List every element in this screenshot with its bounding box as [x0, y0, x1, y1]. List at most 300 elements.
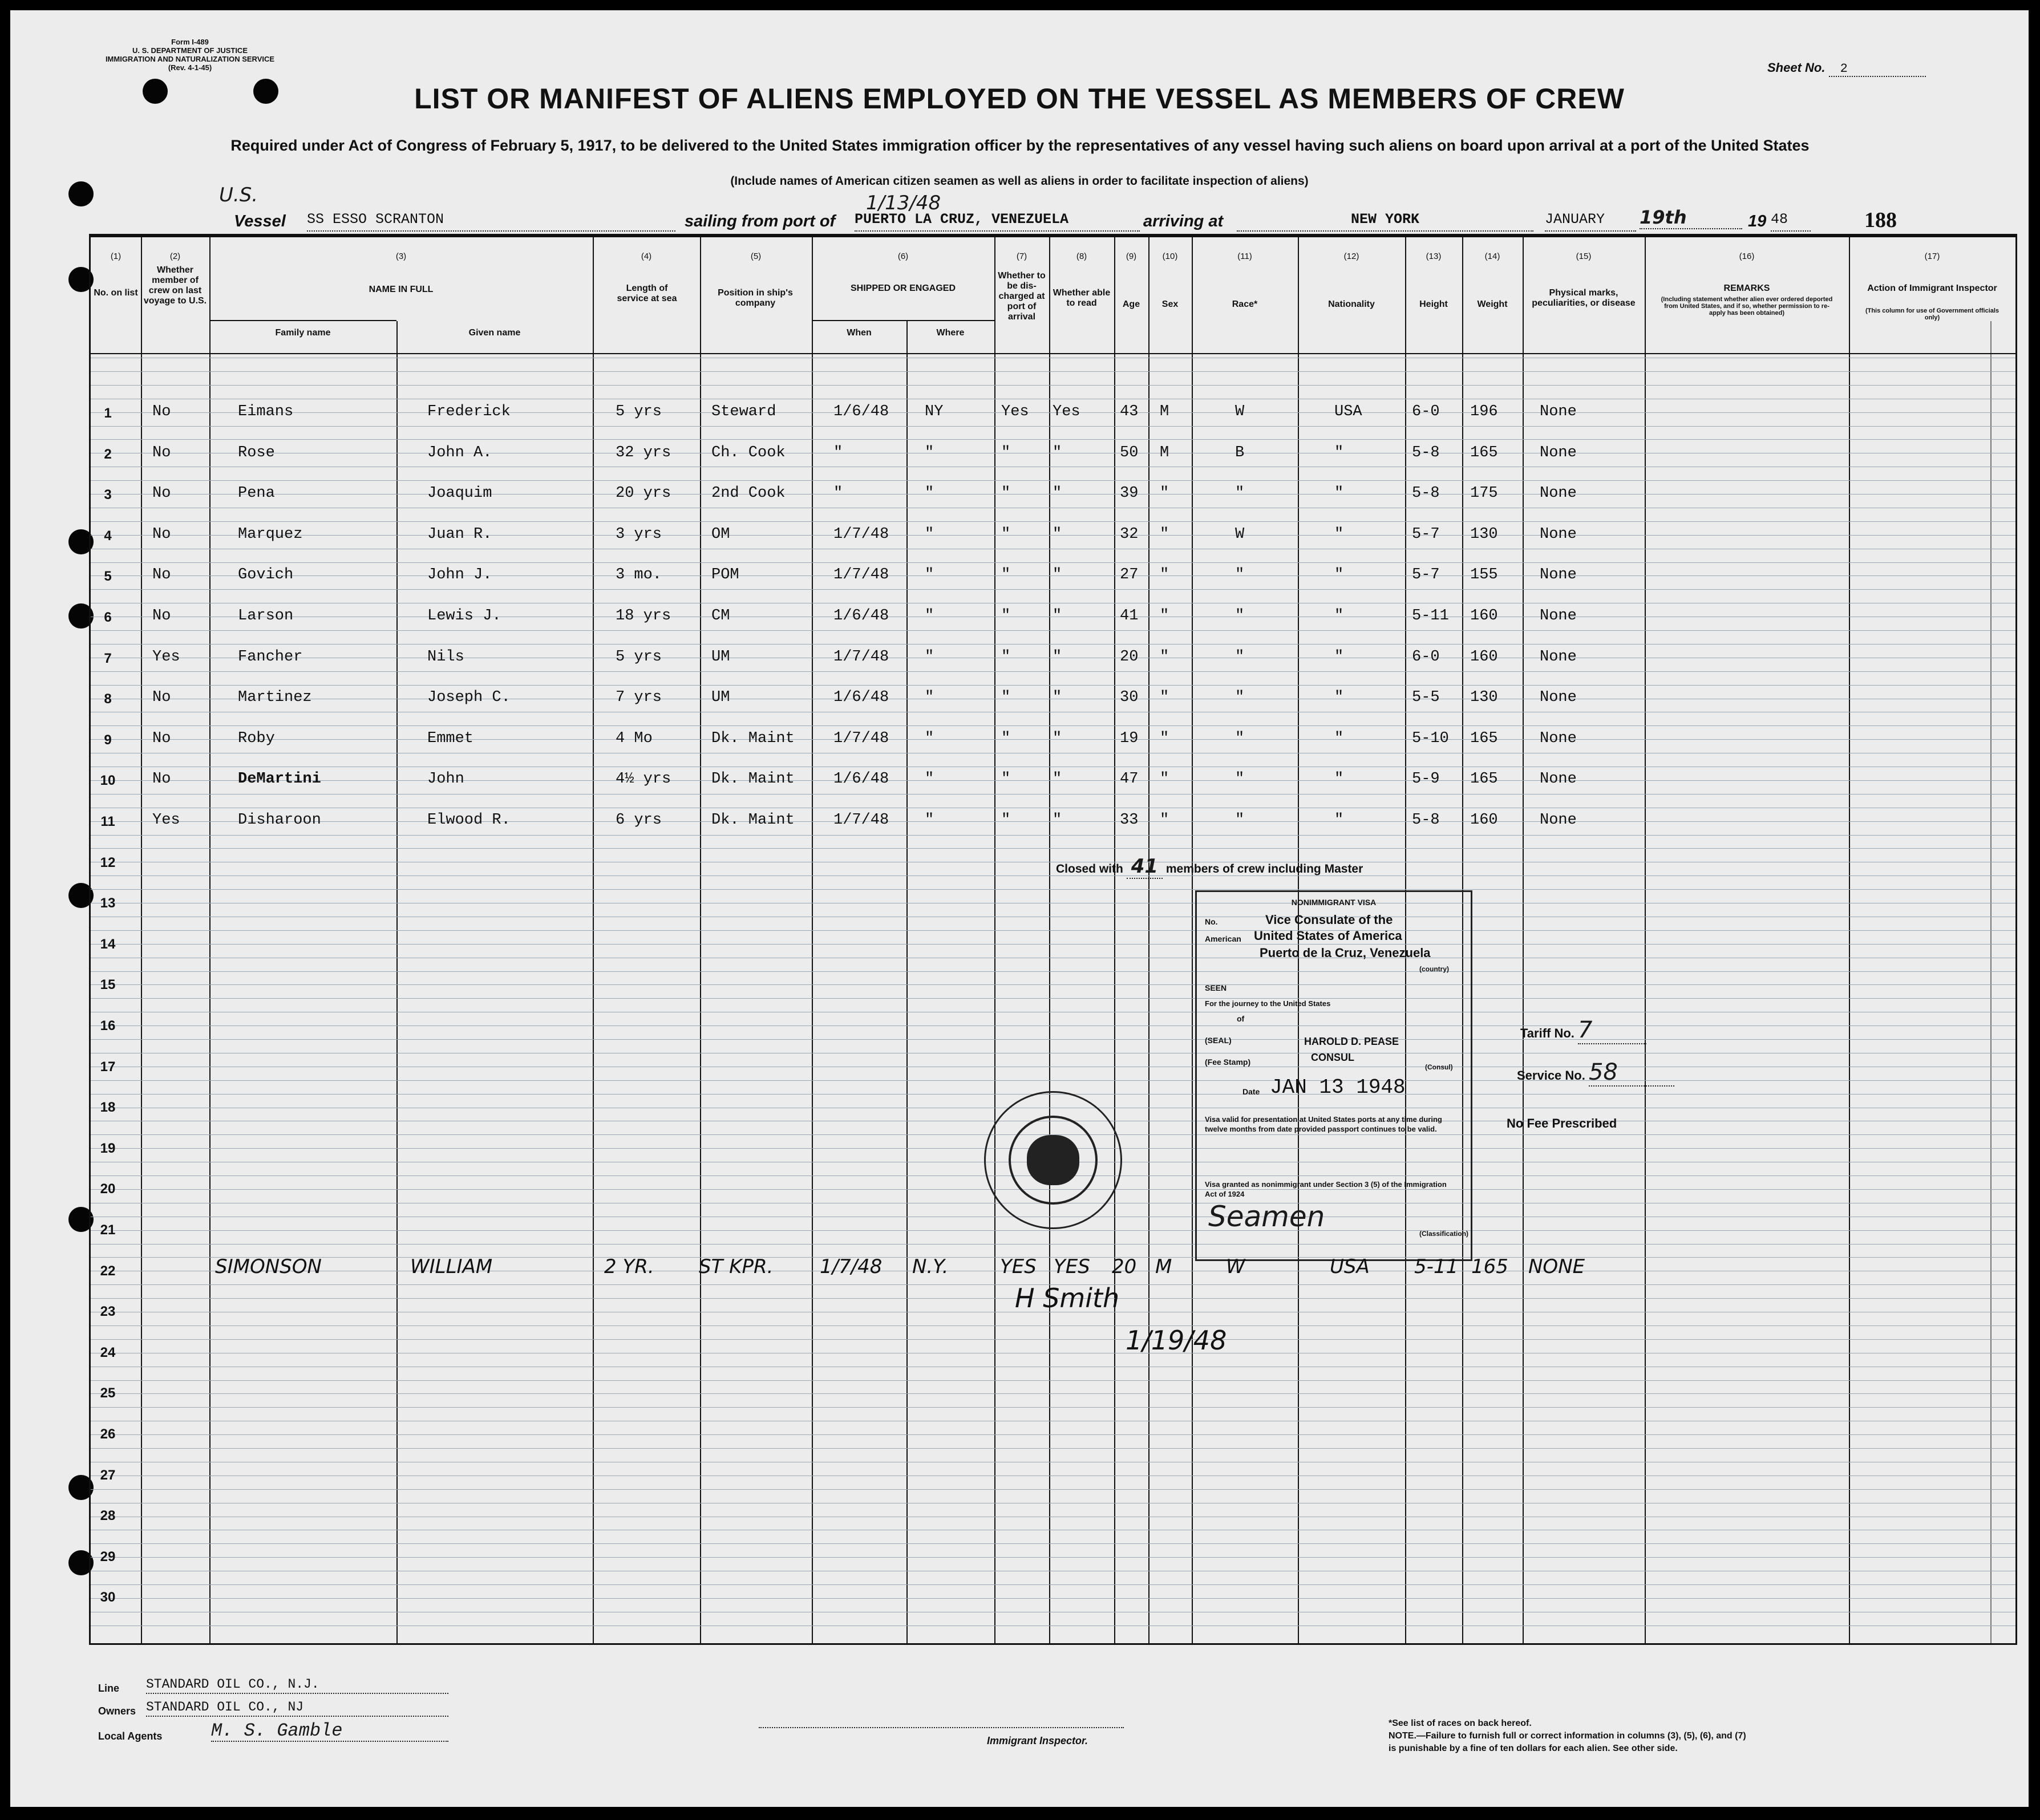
cell-height: 5-9: [1412, 771, 1440, 788]
department-name: U. S. DEPARTMENT OF JUSTICE: [132, 46, 248, 55]
cell-position: Dk. Maint: [711, 729, 795, 747]
cell-where: ": [925, 607, 934, 625]
row-number: 20: [100, 1181, 116, 1197]
row-number: 28: [100, 1508, 116, 1524]
ruled-line: [91, 1039, 2015, 1040]
cell-family: Eimans: [238, 403, 294, 420]
cell-weight: 196: [1470, 403, 1498, 420]
ruled-line: [91, 589, 2015, 590]
fee-note: No Fee Prescribed: [1507, 1116, 1617, 1130]
subhead-given-name: Given name: [468, 328, 521, 338]
ruled-line: [91, 671, 2015, 672]
cell-family: Larson: [238, 607, 294, 625]
ruled-line: [91, 1448, 2015, 1449]
cell-sex: ": [1160, 771, 1169, 788]
vessel-name: SS ESSO SCRANTON: [307, 211, 675, 232]
cell-where: ": [925, 771, 934, 788]
ruled-line: [91, 1407, 2015, 1408]
handwritten-race: W: [1226, 1255, 1245, 1278]
cell-position: 2nd Cook: [711, 485, 786, 502]
cell-disch: ": [1001, 689, 1011, 707]
cell-race: ": [1235, 648, 1245, 666]
cell-height: 5-7: [1412, 525, 1440, 543]
row-number: 17: [100, 1059, 116, 1075]
cell-weight: 130: [1470, 689, 1498, 707]
cell-nat: USA: [1334, 403, 1362, 420]
visa-date: JAN 13 1948: [1270, 1076, 1406, 1099]
row-number: 3: [104, 487, 112, 503]
cell-race: ": [1235, 771, 1245, 788]
row-number: 6: [104, 610, 112, 625]
cell-given: John A.: [427, 444, 492, 461]
service-name: IMMIGRATION AND NATURALIZATION SERVICE: [105, 55, 275, 63]
cell-position: CM: [711, 607, 730, 625]
cell-nat: ": [1334, 444, 1344, 461]
agents-value: M. S. Gamble: [211, 1720, 448, 1742]
sheet-value: 2: [1829, 62, 1926, 77]
line-label: Line: [98, 1683, 120, 1694]
cell-height: 6-0: [1412, 648, 1440, 666]
cell-disch: ": [1001, 485, 1011, 502]
cell-read: ": [1053, 689, 1062, 707]
cell-when: 1/7/48: [833, 729, 889, 747]
cell-when: 1/6/48: [833, 403, 889, 420]
row-number: 9: [104, 732, 112, 748]
cell-given: Lewis J.: [427, 607, 501, 625]
sheet-label: Sheet No.: [1767, 60, 1826, 75]
row-number: 12: [100, 854, 116, 870]
ruled-line: [91, 971, 2015, 972]
visa-line2: United States of America: [1254, 929, 1402, 943]
cell-age: 19: [1120, 729, 1139, 747]
cell-height: 5-8: [1412, 812, 1440, 829]
col-head-last-voyage: Whether member of crew on last voyage to U.S.: [143, 265, 207, 306]
cell-where: ": [925, 444, 934, 461]
cell-when: 1/7/48: [833, 648, 889, 666]
cell-nat: ": [1334, 729, 1344, 747]
crew-count: 41: [1127, 855, 1163, 879]
cell-age: 30: [1120, 689, 1139, 707]
cell-read: ": [1053, 729, 1062, 747]
subhead-when: When: [847, 328, 872, 338]
arriving-label: arriving at: [1143, 212, 1224, 230]
cell-race: W: [1235, 403, 1245, 420]
row-number: 25: [100, 1385, 116, 1401]
cell-last: No: [152, 525, 171, 543]
cell-nat: ": [1334, 648, 1344, 666]
vessel-label: Vessel: [234, 212, 286, 230]
ruled-line: [91, 1080, 2015, 1081]
date-year: 48: [1771, 211, 1811, 232]
row-number: 27: [100, 1467, 116, 1483]
handwritten-family: SIMONSON: [215, 1255, 322, 1278]
owners-label: Owners: [98, 1705, 136, 1717]
cell-position: UM: [711, 648, 730, 666]
closed-note: [1056, 855, 1363, 878]
ruled-line: [91, 1584, 2015, 1585]
cell-sex: ": [1160, 729, 1169, 747]
col-num-13: (13): [1426, 252, 1442, 261]
cell-where: ": [925, 648, 934, 666]
visa-classification-label: (Classification): [1419, 1230, 1469, 1238]
cell-age: 39: [1120, 485, 1139, 502]
tariff-value: 7: [1578, 1017, 1646, 1044]
cell-sex: ": [1160, 648, 1169, 666]
sheet-number: [1767, 60, 1926, 77]
cell-read: ": [1053, 566, 1062, 584]
handwritten-sex: M: [1155, 1255, 1172, 1278]
row-number: 18: [100, 1100, 116, 1116]
col-num-7: (7): [1016, 252, 1027, 261]
cell-age: 27: [1120, 566, 1139, 584]
row-number: 15: [100, 977, 116, 993]
ruled-line: [91, 1489, 2015, 1490]
cell-age: 50: [1120, 444, 1139, 461]
cell-sex: ": [1160, 607, 1169, 625]
col-head-name: NAME IN FULL: [369, 285, 434, 294]
row-number: 4: [104, 528, 112, 544]
cell-race: ": [1235, 607, 1245, 625]
cell-disch: ": [1001, 771, 1011, 788]
subhead-family-name: Family name: [275, 328, 331, 338]
ruled-line: [91, 889, 2015, 890]
cell-race: ": [1235, 689, 1245, 707]
col-num-8: (8): [1076, 252, 1087, 261]
cell-family: Martinez: [238, 689, 312, 707]
cell-read: ": [1053, 444, 1062, 461]
cell-sex: M: [1160, 444, 1169, 461]
cell-where: ": [925, 485, 934, 502]
row-number: 19: [100, 1140, 116, 1156]
cell-disch: ": [1001, 607, 1011, 625]
row-number: 5: [104, 569, 112, 585]
ruled-line: [91, 385, 2015, 386]
row-number: 30: [100, 1590, 116, 1606]
cell-given: John: [427, 771, 464, 788]
inspector-note: (This column for use of Government officials only): [1865, 307, 1999, 321]
cell-disch: Yes: [1001, 403, 1029, 420]
handwritten-when: 1/7/48: [820, 1255, 883, 1278]
ruled-line: [91, 875, 2015, 876]
date-day: 19th: [1640, 206, 1742, 229]
cell-given: Elwood R.: [427, 812, 511, 829]
handwritten-marks: NONE: [1528, 1255, 1585, 1278]
cell-when: 1/7/48: [833, 525, 889, 543]
cell-service: 4½ yrs: [616, 771, 671, 788]
cell-marks: None: [1540, 771, 1577, 788]
cell-where: ": [925, 689, 934, 707]
cell-race: B: [1235, 444, 1245, 461]
cell-family: Govich: [238, 566, 294, 584]
cell-service: 32 yrs: [616, 444, 671, 461]
col-head-age: Age: [1122, 299, 1140, 309]
races-note: *See list of races on back hereof.: [1389, 1718, 1532, 1728]
row-number: 24: [100, 1344, 116, 1360]
visa-classification-value: Seamen: [1208, 1200, 1325, 1233]
ruled-line: [91, 835, 2015, 836]
cell-given: Emmet: [427, 729, 474, 747]
col-num-9: (9): [1126, 252, 1137, 261]
col-num-5: (5): [750, 252, 762, 261]
date-year-prefix: 19: [1748, 212, 1767, 230]
cell-family: Marquez: [238, 525, 303, 543]
cell-sex: ": [1160, 485, 1169, 502]
cell-weight: 175: [1470, 485, 1498, 502]
cell-service: 20 yrs: [616, 485, 671, 502]
handwritten-read: YES: [1054, 1255, 1090, 1278]
owners-value: STANDARD OIL CO., NJ: [146, 1700, 448, 1717]
consul-note: (Consul): [1425, 1063, 1453, 1071]
cell-where: ": [925, 525, 934, 543]
cell-age: 43: [1120, 403, 1139, 420]
handwritten-weight: 165: [1471, 1255, 1508, 1278]
row-number: 21: [100, 1222, 116, 1238]
ruled-line: [91, 371, 2015, 372]
cell-marks: None: [1540, 648, 1577, 666]
ruled-line: [91, 1557, 2015, 1558]
cell-when: 1/6/48: [833, 771, 889, 788]
ruled-line: [91, 630, 2015, 631]
cell-disch: ": [1001, 812, 1011, 829]
ruled-line: [91, 1339, 2015, 1340]
col-num-4: (4): [641, 252, 652, 261]
col-head-read: Whether able to read: [1053, 288, 1111, 308]
cell-weight: 160: [1470, 648, 1498, 666]
ruled-line: [91, 562, 2015, 563]
tariff-label: Tariff No.: [1520, 1026, 1574, 1040]
cell-weight: 165: [1470, 729, 1498, 747]
cell-read: ": [1053, 485, 1062, 502]
cell-read: ": [1053, 607, 1062, 625]
ruled-line: [91, 944, 2015, 945]
ruled-line: [91, 1393, 2015, 1394]
cell-age: 32: [1120, 525, 1139, 543]
cell-service: 5 yrs: [616, 403, 662, 420]
cell-sex: ": [1160, 525, 1169, 543]
cell-nat: ": [1334, 689, 1344, 707]
row-number: 1: [104, 406, 112, 421]
consul-name: HAROLD D. PEASE: [1304, 1036, 1399, 1047]
cell-marks: None: [1540, 729, 1577, 747]
cell-given: Frederick: [427, 403, 511, 420]
ruled-line: [91, 1025, 2015, 1026]
visa-line3: Puerto de la Cruz, Venezuela: [1260, 946, 1431, 960]
cell-marks: None: [1540, 403, 1577, 420]
service-no-value: 58: [1589, 1059, 1674, 1087]
col-num-15: (15): [1576, 252, 1592, 261]
visa-validity: Visa valid for presentation at United States ports at any time during twelve months from date provided passport continues to be valid.: [1205, 1115, 1442, 1133]
remarks-note: (Including statement whether alien ever ordered deported from United States, and if so, whether permission to re-apply has been obtained): [1661, 296, 1833, 317]
cell-service: 5 yrs: [616, 648, 662, 666]
row-number: 22: [100, 1263, 116, 1279]
cell-height: 6-0: [1412, 403, 1440, 420]
handwritten-service: 2 YR.: [604, 1255, 654, 1278]
col-head-height: Height: [1419, 299, 1448, 309]
cell-read: ": [1053, 812, 1062, 829]
cell-race: ": [1235, 485, 1245, 502]
service-number: [1517, 1059, 1674, 1087]
cell-when: ": [833, 444, 843, 461]
row-number: 11: [100, 814, 115, 829]
cell-marks: None: [1540, 566, 1577, 584]
cell-height: 5-8: [1412, 485, 1440, 502]
cell-family: Roby: [238, 729, 275, 747]
sailing-label: sailing from port of: [685, 212, 836, 230]
cell-marks: None: [1540, 812, 1577, 829]
row-number: 26: [100, 1426, 116, 1442]
cell-last: No: [152, 566, 171, 584]
ruled-line: [91, 1598, 2015, 1599]
cell-given: Juan R.: [427, 525, 492, 543]
port-to: NEW YORK: [1237, 211, 1533, 232]
col-head-inspector: Action of Immigrant Inspector: [1867, 283, 1997, 293]
inspector-date: 1/19/48: [1126, 1325, 1227, 1356]
cell-age: 20: [1120, 648, 1139, 666]
seal-eagle: [1027, 1135, 1079, 1185]
cell-position: Steward: [711, 403, 776, 420]
visa-of: of: [1237, 1014, 1245, 1023]
inspector-signature: H Smith: [1015, 1283, 1120, 1314]
agents-label: Local Agents: [98, 1730, 163, 1742]
handwritten-age: 20: [1112, 1255, 1137, 1278]
handwritten-nat: USA: [1330, 1255, 1370, 1278]
cell-position: POM: [711, 566, 739, 584]
col-head-weight: Weight: [1477, 299, 1508, 309]
cell-marks: None: [1540, 689, 1577, 707]
cell-read: ": [1053, 771, 1062, 788]
ruled-line: [91, 1230, 2015, 1231]
cell-when: 1/7/48: [833, 812, 889, 829]
tariff: [1520, 1017, 1646, 1044]
visa-country: (country): [1419, 965, 1449, 973]
cell-height: 5-5: [1412, 689, 1440, 707]
form-title: LIST OR MANIFEST OF ALIENS EMPLOYED ON THE VESSEL AS MEMBERS OF CREW: [414, 83, 1625, 115]
form-revision: (Rev. 4-1-45): [168, 63, 212, 72]
cell-family: Pena: [238, 485, 275, 502]
cell-position: Ch. Cook: [711, 444, 786, 461]
cell-last: No: [152, 607, 171, 625]
crew-table: [89, 234, 2017, 1645]
cell-position: Dk. Maint: [711, 771, 795, 788]
cell-race: ": [1235, 566, 1245, 584]
cell-height: 5-10: [1412, 729, 1449, 747]
cell-where: ": [925, 729, 934, 747]
col-head-shipped: SHIPPED OR ENGAGED: [850, 283, 956, 293]
cell-sex: ": [1160, 566, 1169, 584]
cell-position: UM: [711, 689, 730, 707]
cell-service: 6 yrs: [616, 812, 662, 829]
visa-granted: Visa granted as nonimmigrant under Section 3 (5) of the Immigration Act of 1924: [1205, 1180, 1447, 1198]
cell-marks: None: [1540, 525, 1577, 543]
cell-position: Dk. Maint: [711, 812, 795, 829]
cell-weight: 155: [1470, 566, 1498, 584]
row-number: 14: [100, 936, 116, 952]
cell-given: John J.: [427, 566, 492, 584]
form-identifier: [96, 38, 284, 72]
col-head-position: Position in ship's company: [718, 288, 793, 308]
visa-no-label: No.: [1205, 917, 1218, 926]
cell-marks: None: [1540, 444, 1577, 461]
cell-height: 5-8: [1412, 444, 1440, 461]
port-from: PUERTO LA CRUZ, VENEZUELA: [855, 211, 1140, 232]
cell-last: Yes: [152, 648, 180, 666]
cell-race: ": [1235, 729, 1245, 747]
cell-service: 3 mo.: [616, 566, 662, 584]
cell-disch: ": [1001, 444, 1011, 461]
cell-disch: ": [1001, 566, 1011, 584]
closed-prefix: Closed with: [1056, 862, 1123, 875]
cell-marks: None: [1540, 607, 1577, 625]
row-number: 13: [100, 895, 116, 911]
cell-where: ": [925, 566, 934, 584]
cell-last: No: [152, 403, 171, 420]
cell-weight: 160: [1470, 607, 1498, 625]
cell-nat: ": [1334, 566, 1344, 584]
cell-family: DeMartini: [238, 771, 321, 788]
cell-family: Rose: [238, 444, 275, 461]
cell-last: No: [152, 485, 171, 502]
row-number: 2: [104, 446, 112, 462]
col-num-3: (3): [395, 252, 407, 261]
cell-last: No: [152, 689, 171, 707]
ruled-line: [91, 439, 2015, 440]
visa-stamp: [1195, 890, 1472, 1261]
cell-read: ": [1053, 648, 1062, 666]
cell-nat: ": [1334, 607, 1344, 625]
col-num-14: (14): [1484, 252, 1500, 261]
row-number: 16: [100, 1018, 116, 1033]
cell-disch: ": [1001, 525, 1011, 543]
col-head-nationality: Nationality: [1328, 299, 1375, 309]
required-statement: Required under Act of Congress of February 5, 1917, to be delivered to the United States immigration officer by the representatives of any vessel having such aliens on board upon arrival at a port of the United States: [230, 137, 1810, 154]
cell-family: Fancher: [238, 648, 303, 666]
cell-position: OM: [711, 525, 730, 543]
cell-disch: ": [1001, 729, 1011, 747]
ruled-line: [91, 1543, 2015, 1544]
col-head-discharged: Whether to be dis-charged at port of arrival: [998, 271, 1046, 322]
row-number: 10: [100, 773, 116, 789]
cell-nat: ": [1334, 485, 1344, 502]
manifest-page: [10, 10, 2029, 1807]
cell-disch: ": [1001, 648, 1011, 666]
ruled-line: [91, 794, 2015, 795]
ruled-line: [91, 644, 2015, 645]
col-head-service: Length of service at sea: [617, 283, 677, 303]
consular-seal: [984, 1091, 1122, 1229]
visa-line1: Vice Consulate of the: [1265, 913, 1393, 927]
col-head-remarks: REMARKS: [1723, 283, 1770, 293]
cell-weight: 160: [1470, 812, 1498, 829]
ruled-line: [91, 984, 2015, 985]
cell-nat: ": [1334, 771, 1344, 788]
inspector-signature-line: [759, 1727, 1124, 1728]
cell-nat: ": [1334, 812, 1344, 829]
cell-sex: ": [1160, 812, 1169, 829]
col-num-11: (11): [1237, 252, 1252, 261]
handwritten-position: ST KPR.: [699, 1255, 774, 1278]
visa-seal-label: (SEAL): [1205, 1036, 1232, 1045]
visa-date-label: Date: [1242, 1087, 1260, 1096]
cell-when: 1/6/48: [833, 689, 889, 707]
cell-age: 33: [1120, 812, 1139, 829]
handwritten-disch: YES: [1000, 1255, 1037, 1278]
ruled-line: [91, 1244, 2015, 1245]
date-month: JANUARY: [1545, 211, 1636, 232]
row-number: 23: [100, 1304, 116, 1320]
handwritten-given: WILLIAM: [410, 1255, 493, 1278]
handwritten-height: 5-11: [1414, 1255, 1459, 1278]
sailing-date-note: 1/13/48: [866, 192, 941, 214]
